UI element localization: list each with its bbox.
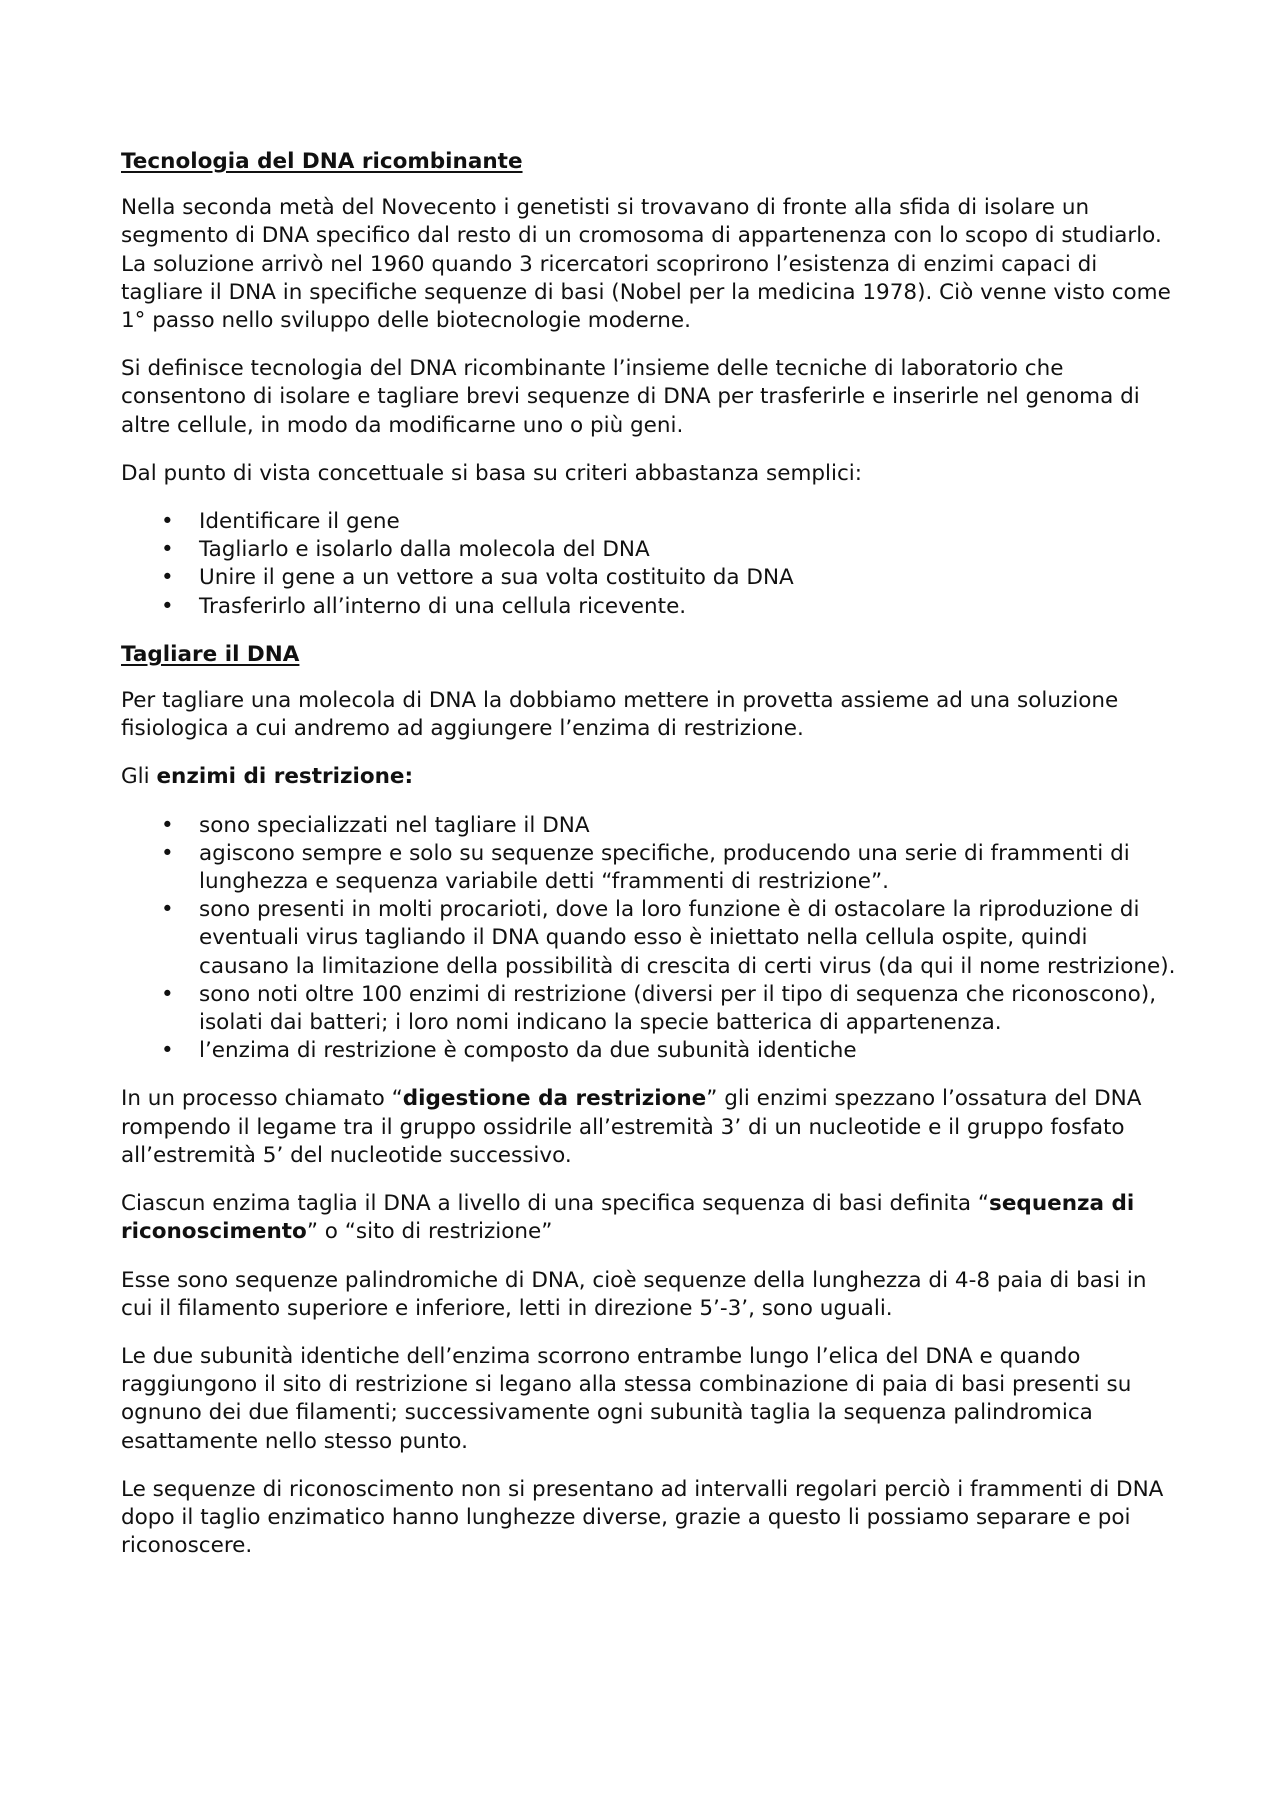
bullet-icon: • <box>161 840 174 866</box>
section-heading-tagliare-dna: Tagliare il DNA <box>121 641 300 667</box>
list-item: • l’enzima di restrizione è composto da due subunità identiche <box>121 1037 1181 1065</box>
list-item: • Identificare il gene <box>121 508 1181 536</box>
paragraph-intro: Nella seconda metà del Novecento i genetisti si trovavano di fronte alla sfida di isolare un segmento di DNA specifico dal resto di un cromosoma di appartenenza con lo scopo di studiarlo. La soluzione arrivò nel 1960 quando 3 ricercatori scoprirono l’esistenza di enzimi capaci di tagliare il DNA in specifiche sequenze di basi (Nobel per la medicina 1978). Ciò venne visto come 1° passo nello sviluppo delle biotecnologie moderne. <box>121 195 1171 334</box>
list-item: • sono noti oltre 100 enzimi di restrizione (diversi per il tipo di sequenza che riconoscono), isolati dai batteri; i loro nomi indicano la specie batterica di appartenenza. <box>161 981 1157 1036</box>
paragraph-definizione: Si definisce tecnologia del DNA ricombinante l’insieme delle tecniche di laboratorio che consentono di isolare e tagliare brevi sequenze di DNA per trasferirle e inserirle nel genoma di altre cellule, in modo da modificarne uno o più geni. <box>121 356 1140 438</box>
paragraph-provetta: Per tagliare una molecola di DNA la dobbiamo mettere in provetta assieme ad una soluzione fisiologica a cui andremo ad aggiungere l’enzima di restrizione. <box>121 688 1119 742</box>
bullet-icon: • <box>161 509 174 535</box>
digestione-bold: digestione da restrizione <box>402 1086 707 1112</box>
paragraph-frammenti: Le sequenze di riconoscimento non si presentano ad intervalli regolari perciò i frammenti di DNA dopo il taglio enzimatico hanno lunghezze diverse, grazie a questo li possiamo separare e poi riconoscere. <box>121 1476 1164 1559</box>
list-item: • Tagliarlo e isolarlo dalla molecola del DNA <box>121 536 1181 564</box>
riconoscimento-bold: sequenza di riconoscimento <box>121 1191 1135 1245</box>
bullet-icon: • <box>161 981 174 1007</box>
paragraph-digestione: In un processo chiamato “digestione da restrizione” gli enzimi spezzano l’ossatura del DNA rompendo il legame tra il gruppo ossidrile all’estremità 3’ di un nucleotide e il gruppo fosfato all’estremità 5’ del nucleotide successivo. <box>121 1086 1142 1168</box>
bullet-icon: • <box>161 565 174 591</box>
list-item: • sono specializzati nel tagliare il DNA <box>121 812 1181 840</box>
section-heading-dna-ricombinante: Tecnologia del DNA ricombinante <box>121 149 523 174</box>
list-item: • Unire il gene a un vettore a sua volta costituito da DNA <box>121 564 1181 592</box>
criteri-list <box>121 508 1181 621</box>
paragraph-subunita: Le due subunità identiche dell’enzima scorrono entrambe lungo l’elica del DNA e quando raggiungono il sito di restrizione si legano alla stessa combinazione di paia di basi presenti su ognuno dei due filamenti; successivamente ogni subunità taglia la sequenza palindromica esattamente nello stesso punto. <box>121 1343 1132 1454</box>
paragraph-enzimi-intro: Gli enzimi di restrizione: <box>121 764 414 790</box>
enzimi-list <box>121 812 1181 1066</box>
bullet-icon: • <box>161 897 174 923</box>
paragraph-riconoscimento: Ciascun enzima taglia il DNA a livello di una specifica sequenza di basi definita “sequenza di riconoscimento” o “sito di restrizione” <box>121 1191 1135 1245</box>
bullet-icon: • <box>161 537 174 563</box>
paragraph-criteri: Dal punto di vista concettuale si basa su criteri abbastanza semplici: <box>121 460 863 486</box>
bullet-icon: • <box>161 593 174 619</box>
bullet-icon: • <box>161 1038 174 1064</box>
list-item: • sono presenti in molti procarioti, dove la loro funzione è di ostacolare la riproduzione di eventuali virus tagliando il DNA quando esso è iniettato nella cellula ospite, quindi causano la limitazione della possibilità di crescita di certi virus (da qui il nome restrizione). <box>161 897 1176 979</box>
enzimi-bold: enzimi di restrizione: <box>156 764 414 790</box>
document-page <box>121 148 1181 1580</box>
list-item: • Trasferirlo all’interno di una cellula ricevente. <box>121 593 1181 621</box>
list-item: • agiscono sempre e solo su sequenze specifiche, producendo una serie di frammenti di lunghezza e sequenza variabile detti “frammenti di restrizione”. <box>161 840 1130 895</box>
paragraph-palindromiche: Esse sono sequenze palindromiche di DNA, cioè sequenze della lunghezza di 4-8 paia di basi in cui il filamento superiore e inferiore, letti in direzione 5’-3’, sono uguali. <box>121 1267 1147 1321</box>
bullet-icon: • <box>161 812 174 838</box>
